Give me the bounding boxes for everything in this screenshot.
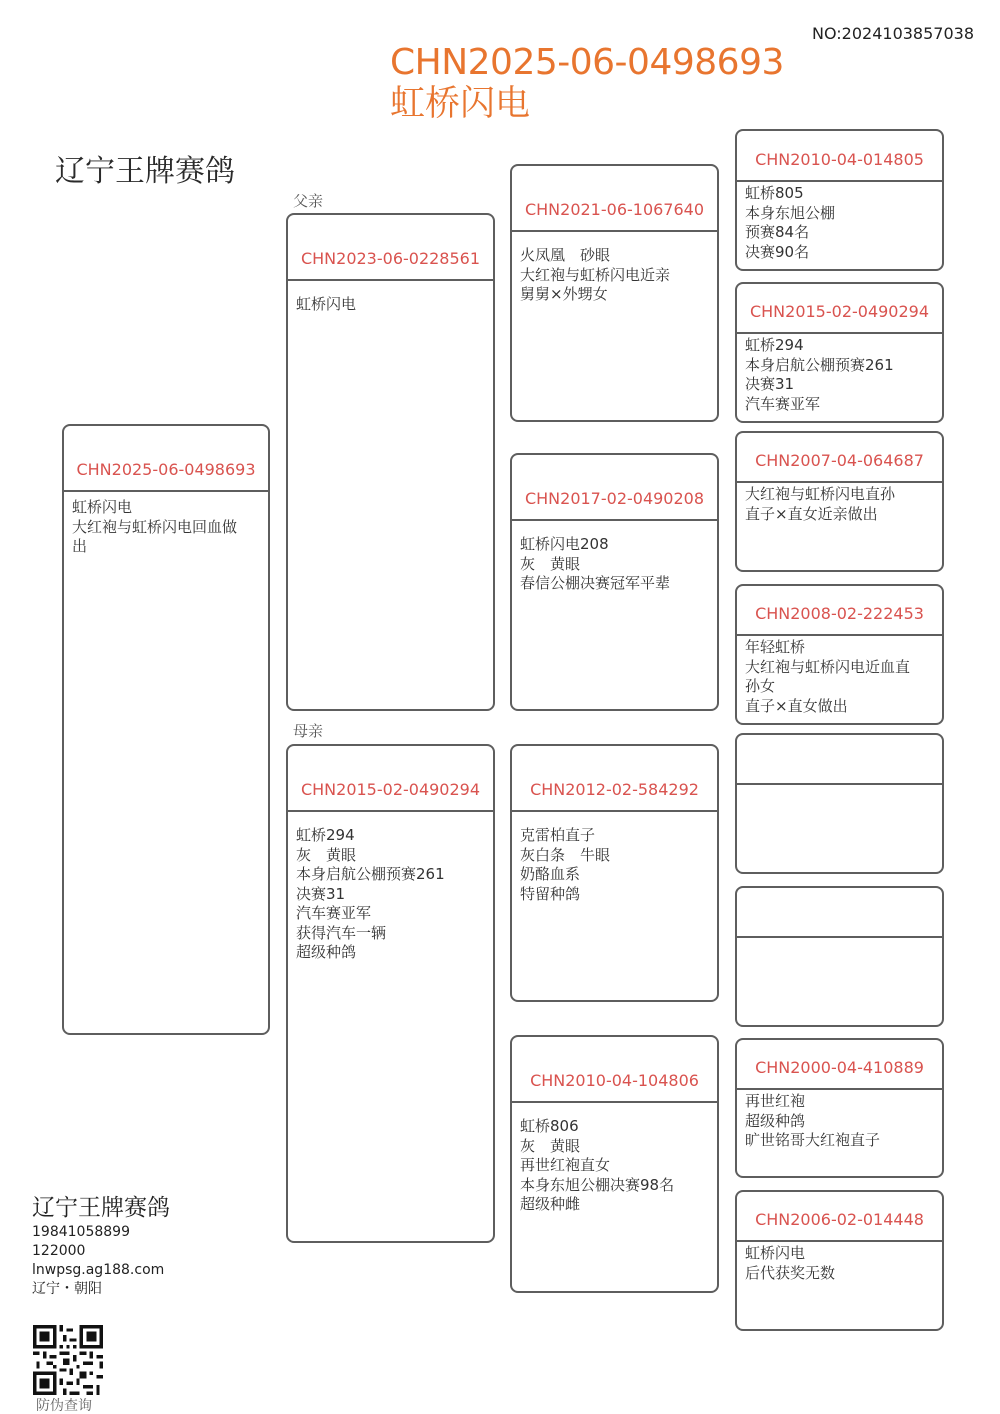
card-ring-number: CHN2008-02-222453 xyxy=(737,586,942,636)
card-notes: 虹桥闪电208 灰 黄眼 春信公棚决赛冠军平辈 xyxy=(520,535,671,592)
card-notes: 大红袍与虹桥闪电直孙 直子×直女近亲做出 xyxy=(745,485,896,523)
card-ring-number: CHN2007-04-064687 xyxy=(737,433,942,483)
pedigree-card-subject xyxy=(62,424,270,1035)
pedigree-card-gen4-2 xyxy=(735,282,944,423)
qr-code-icon[interactable] xyxy=(33,1325,103,1395)
card-notes: 虹桥806 灰 黄眼 再世红袍直女 本身东旭公棚决赛98名 超级种雌 xyxy=(520,1117,675,1213)
footer-website[interactable]: lnwpsg.ag188.com xyxy=(32,1262,165,1278)
card-ring-number: CHN2015-02-0490294 xyxy=(737,284,942,334)
pedigree-card-dam xyxy=(286,744,495,1243)
card-notes: 虹桥闪电 xyxy=(296,295,357,313)
card-notes: 虹桥294 灰 黄眼 本身启航公棚预赛261 决赛31 汽车赛亚军 获得汽车一辆 超级种鸽 xyxy=(296,826,445,961)
pedigree-card-sire-sire xyxy=(510,164,719,422)
card-notes: 年轻虹桥 大红袍与虹桥闪电近血直 孙女 直子×直女做出 xyxy=(745,638,911,715)
card-notes: 虹桥闪电 后代获奖无数 xyxy=(745,1244,836,1282)
card-notes: 再世红袍 超级种鸽 旷世铭哥大红袍直子 xyxy=(745,1092,881,1149)
card-ring-number: CHN2021-06-1067640 xyxy=(512,166,717,232)
card-ring-number: CHN2023-06-0228561 xyxy=(288,215,493,281)
sire-label: 父亲 xyxy=(293,192,324,210)
qr-label: 防伪查询 xyxy=(36,1398,92,1414)
pedigree-card-dam-sire xyxy=(510,744,719,1002)
pedigree-card-dam-dam xyxy=(510,1035,719,1293)
card-ring-number: CHN2025-06-0498693 xyxy=(64,426,268,492)
pedigree-card-gen4-7 xyxy=(735,1038,944,1178)
pedigree-card-gen4-1 xyxy=(735,129,944,271)
card-ring-number xyxy=(737,888,942,938)
card-ring-number: CHN2010-04-014805 xyxy=(737,131,942,182)
pedigree-card-sire-dam xyxy=(510,453,719,711)
card-ring-number: CHN2000-04-410889 xyxy=(737,1040,942,1090)
dam-label: 母亲 xyxy=(293,722,324,740)
pedigree-card-gen4-3 xyxy=(735,431,944,572)
footer-location: 辽宁・朝阳 xyxy=(32,1281,102,1297)
main-pigeon-name: 虹桥闪电 xyxy=(390,84,531,124)
footer-brand: 辽宁王牌赛鸽 xyxy=(32,1195,170,1221)
card-ring-number: CHN2015-02-0490294 xyxy=(288,746,493,812)
card-ring-number: CHN2012-02-584292 xyxy=(512,746,717,812)
card-notes: 虹桥294 本身启航公棚预赛261 决赛31 汽车赛亚军 xyxy=(745,336,894,413)
card-notes: 虹桥闪电 大红袍与虹桥闪电回血做 出 xyxy=(72,498,238,555)
footer-phone: 19841058899 xyxy=(32,1224,130,1240)
pedigree-card-gen4-4 xyxy=(735,584,944,725)
card-ring-number: CHN2006-02-014448 xyxy=(737,1192,942,1242)
pedigree-card-gen4-5-empty xyxy=(735,733,944,874)
card-notes xyxy=(737,938,942,944)
card-ring-number: CHN2010-04-104806 xyxy=(512,1037,717,1103)
main-ring-number: CHN2025-06-0498693 xyxy=(390,42,784,83)
card-notes: 虹桥805 本身东旭公棚 预赛84名 决赛90名 xyxy=(745,184,836,261)
pedigree-card-gen4-6-empty xyxy=(735,886,944,1027)
card-ring-number xyxy=(737,735,942,785)
document-number: NO:2024103857038 xyxy=(812,24,975,43)
pedigree-card-gen4-8 xyxy=(735,1190,944,1331)
card-notes: 火凤凰 砂眼 大红袍与虹桥闪电近亲 舅舅×外甥女 xyxy=(520,246,671,303)
brand-title: 辽宁王牌赛鸽 xyxy=(55,154,235,189)
card-notes xyxy=(737,785,942,791)
card-ring-number: CHN2017-02-0490208 xyxy=(512,455,717,521)
pedigree-card-sire xyxy=(286,213,495,711)
footer-postcode: 122000 xyxy=(32,1243,86,1259)
card-notes: 克雷柏直子 灰白条 牛眼 奶酪血系 特留种鸽 xyxy=(520,826,611,903)
